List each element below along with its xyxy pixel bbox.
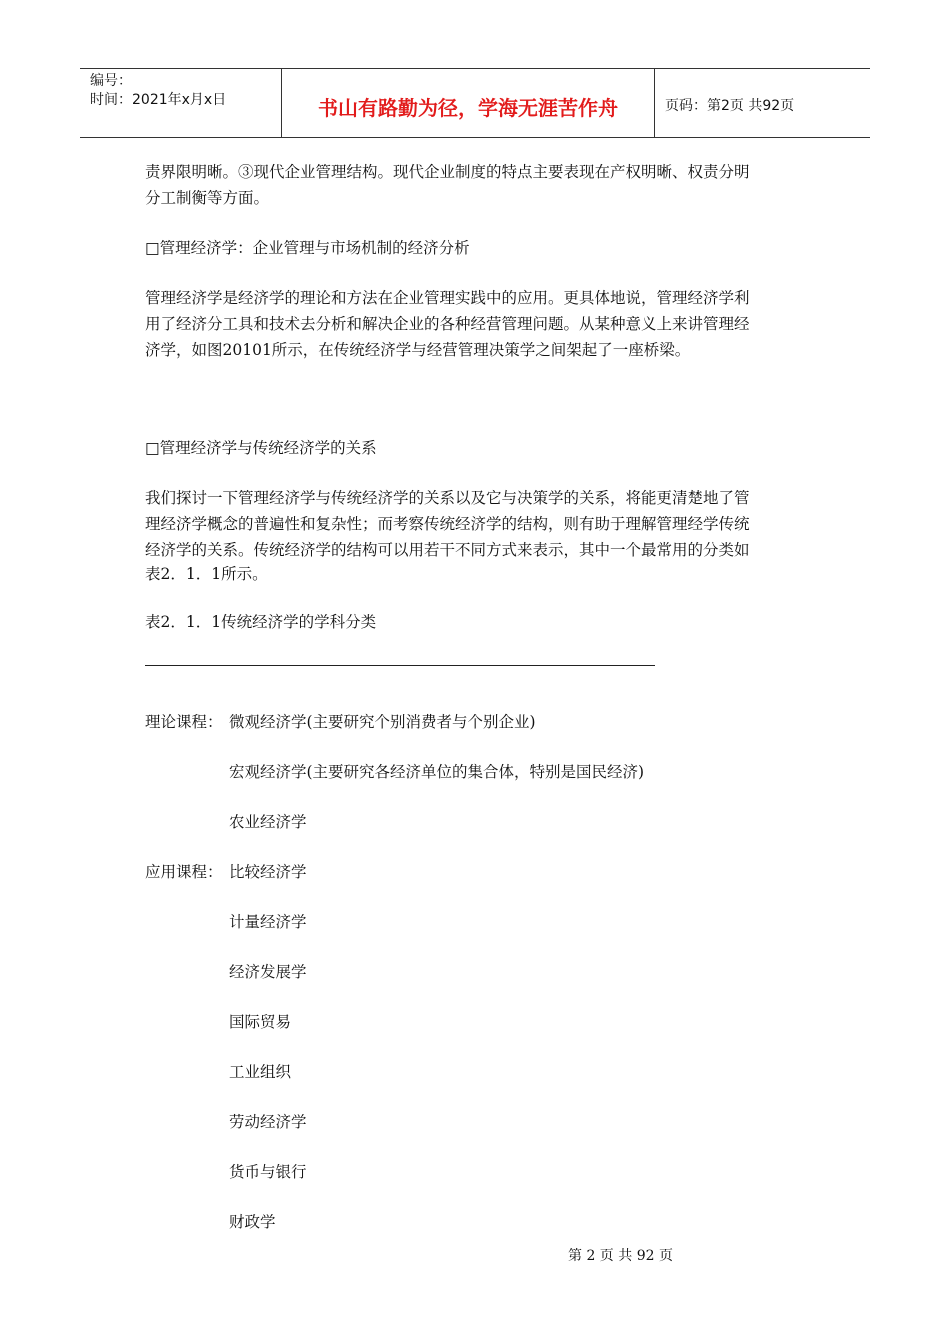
paragraph-line: 责界限明晰。③现代企业管理结构。现代企业制度的特点主要表现在产权明晰、权责分明 <box>145 163 750 181</box>
applied-label: 应用课程： <box>145 863 223 881</box>
paragraph-line: 经济学的关系。传统经济学的结构可以用若干不同方式来表示，其中一个最常用的分类如 <box>145 541 750 559</box>
page-footer: 第 2 页 共 92 页 <box>568 1248 673 1264</box>
list-item: 财政学 <box>229 1213 276 1231</box>
list-item: 劳动经济学 <box>229 1113 307 1131</box>
theory-label: 理论课程： <box>145 713 223 731</box>
table-caption: 表2．1．1传统经济学的学科分类 <box>145 613 377 631</box>
list-item: 宏观经济学(主要研究各经济单位的集合体，特别是国民经济) <box>229 763 645 781</box>
paragraph-line: 理经济学概念的普遍性和复杂性；而考察传统经济学的结构，则有助于理解管理经学传统 <box>145 515 750 533</box>
table-rule <box>145 665 655 666</box>
list-item: 农业经济学 <box>229 813 307 831</box>
paragraph-line: 济学，如图20101所示，在传统经济学与经营管理决策学之间架起了一座桥梁。 <box>145 341 691 359</box>
header-motto: 书山有路勤为径，学海无涯苦作舟 <box>282 69 655 137</box>
header-page-info: 页码：第2页 共92页 <box>665 98 795 114</box>
header-date: 时间：2021年x月x日 <box>90 92 227 108</box>
paragraph-line: 表2．1．1所示。 <box>145 565 268 583</box>
list-item: 比较经济学 <box>229 863 307 881</box>
page-header <box>80 68 870 138</box>
list-item: 经济发展学 <box>229 963 307 981</box>
paragraph-line: 分工制衡等方面。 <box>145 189 270 207</box>
section-heading: □管理经济学：企业管理与市场机制的经济分析 <box>145 239 470 257</box>
list-item: 微观经济学(主要研究个别消费者与个别企业) <box>229 713 536 731</box>
section-heading: □管理经济学与传统经济学的关系 <box>145 439 377 457</box>
list-item: 工业组织 <box>229 1063 292 1081</box>
paragraph-line: 用了经济分工具和技术去分析和解决企业的各种经营管理问题。从某种意义上来讲管理经 <box>145 315 750 333</box>
paragraph-line: 我们探讨一下管理经济学与传统经济学的关系以及它与决策学的关系，将能更清楚地了管 <box>145 489 750 507</box>
list-item: 货币与银行 <box>229 1163 307 1181</box>
header-meta <box>80 69 282 137</box>
header-number: 编号： <box>90 73 132 89</box>
list-item: 国际贸易 <box>229 1013 292 1031</box>
paragraph-line: 管理经济学是经济学的理论和方法在企业管理实践中的应用。更具体地说，管理经济学利 <box>145 289 750 307</box>
list-item: 计量经济学 <box>229 913 307 931</box>
